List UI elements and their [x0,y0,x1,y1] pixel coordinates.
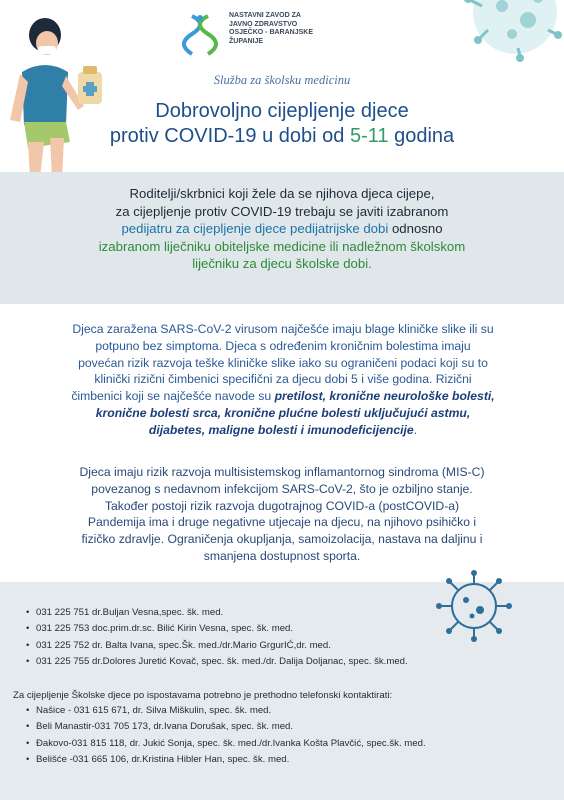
pediatrician-text: pedijatru za cijepljenje djece pedijatrijske dobi [121,221,389,237]
risk-line [9,422,557,439]
school-doctor-text: liječniku za djecu školske dobi. [192,256,372,272]
title-text: protiv COVID-19 u dobi od [109,125,350,147]
woman-vaccination-illustration [0,10,120,180]
risk-line: potpuno bez simptoma. Djeca s određenim kroničnim bolestima imaju [95,338,471,353]
intro-text: odnosno [388,221,443,237]
risk-factors: dijabetes, maligne bolesti i imunodeficijencije [148,422,414,437]
intro-line: za cijepljenje protiv COVID-19 trebaju se javiti izabranom [115,203,449,219]
branches-note: Za cijepljenje Školske djece po ispostavama potrebno je prethodno telefonski kontaktirati: [13,690,393,701]
mis-line: Također postoji rizik razvoja dugotrajnog COVID-a (postCOVID-a) [104,498,460,513]
branch-contacts-list [26,703,426,768]
mis-paragraph [14,464,550,565]
intro-line [20,220,544,238]
list-item: • 031 225 755 dr.Dolores Juretić Kovač, spec. šk. med./dr. Dalija Doljanac, spec. šk.med. [26,654,408,670]
institute-name-line: JAVNO ZDRAVSTVO [229,20,298,28]
page-title-line1: Dobrovoljno cijepljenje djece [155,100,409,122]
institute-name-line: OSJEČKO - BARANJSKE [229,29,314,36]
list-item: • Našice - 031 615 671, dr. Silva Miškulin, spec. šk. med. [26,703,426,719]
mis-line: povezanog s nedavnom infekcijom SARS-CoV-2, što je ozbiljno stanje. [91,481,473,496]
mis-line: Djeca imaju rizik razvoja multisistemskog inflamantornog sindroma (MIS-C) [79,465,485,479]
risk-factors: pretilost, kronične neurološke bolesti, [274,389,495,404]
list-item: • Đakovo-031 815 118, dr. Jukić Sonja, spec. šk. med./dr.Ivanka Košta Plavčić, spec.šk. med. [26,736,426,752]
mis-line: smanjena dostupnost sporta. [203,548,361,563]
age-range: 5-11 [349,125,389,147]
list-item: • Belišće -031 665 106, dr.Kristina Hibler Han, spec. šk. med. [26,752,426,768]
service-name: Služba za školsku medicinu [213,73,351,87]
list-item: • 031 225 751 dr.Buljan Vesna,spec. šk. med. [26,605,408,621]
mis-line: fizičko zdravlje. Ograničenja okupljanja, samoizolacija, nastava na daljinu i [81,532,483,547]
risk-paragraph [9,321,557,439]
list-item: • 031 225 753 doc.prim.dr.sc. Bilić Kirin Vesna, spec. šk. med. [26,621,408,637]
mis-line: Pandemija ima i druge negativne utjecaje na djecu, na njihovo psihičko i [87,515,477,530]
risk-text: . [413,422,418,437]
family-doctor-text: izabranom liječniku obiteljske medicine ili nadležnom školskom [98,238,466,254]
list-item: • 031 225 752 dr. Balta Ivana, spec.Šk. med./dr.Mario GrgurIĆ,dr. med. [26,638,408,654]
risk-line: Djeca zaražena SARS-CoV-2 virusom najčešće imaju blage kliničke slike ili su [72,322,494,336]
list-item: • Beli Manastir-031 705 173, dr.Ivana Dorušak, spec. šk. med. [26,719,426,735]
risk-line: klinički rizični čimbenici specifični za djecu dobi 5 i više godina. Rizični [94,372,472,387]
virus-icon [428,566,520,644]
risk-text: čimbenici koji se najčešće navode su [71,389,275,404]
page-title-line2 [0,125,564,148]
title-text: godina [388,125,455,147]
institute-name-line: ŽUPANIJE [229,37,264,45]
institute-name-line: NASTAVNI ZAVOD ZA [229,12,301,19]
risk-line: povećan rizik razvoja teške kliničke slike iako su ograničeni podaci koji su to [78,355,488,370]
virus-icon [420,0,564,70]
institute-logo-icon [178,12,224,58]
risk-line [9,388,557,405]
institute-name [229,12,349,46]
risk-factors: kronične bolesti srca, kronične plućne bolesti uključujući astmu, [95,405,471,420]
intro-line: Roditelji/skrbnici koji žele da se njihova djeca cijepe, [129,186,435,201]
intro-paragraph [20,185,544,273]
osijek-contacts-list [26,605,408,670]
